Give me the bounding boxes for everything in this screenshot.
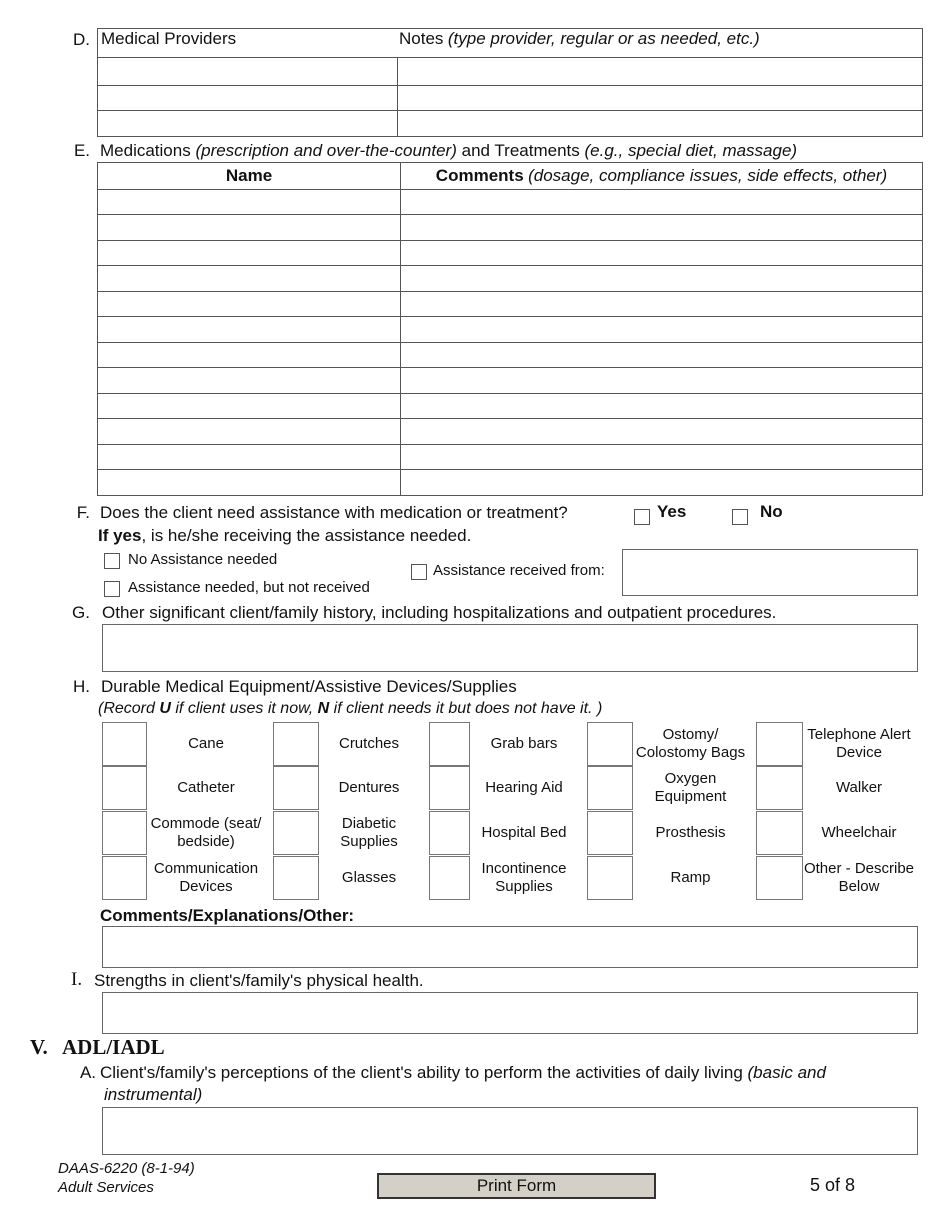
comments-header-hint: (dosage, compliance issues, side effects, other) <box>528 166 888 185</box>
medication-comments-cell[interactable] <box>401 190 923 215</box>
dentures-status-box[interactable] <box>273 766 319 810</box>
equipment-title: Durable Medical Equipment/Assistive Devices/Supplies <box>101 677 517 696</box>
walker-label: Walker <box>835 779 883 796</box>
medication-comments-cell[interactable] <box>401 368 923 394</box>
yes-label: Yes <box>657 502 687 521</box>
medication-comments-cell[interactable] <box>401 317 923 343</box>
glasses-status-box[interactable] <box>273 856 319 900</box>
assistance-received-from-input[interactable] <box>622 549 918 596</box>
incontinence-supplies-status-box[interactable] <box>429 856 470 900</box>
section-v-a-letter: A. <box>79 1063 96 1082</box>
commode-seat-bedside-status-box[interactable] <box>102 811 147 855</box>
form-id: DAAS-6220 (8-1-94) <box>58 1160 195 1177</box>
ostomy-colostomy-bags-status-box[interactable] <box>587 722 633 766</box>
medication-name-cell[interactable] <box>98 317 401 343</box>
grab-bars-label: Grab bars <box>490 735 558 752</box>
telephone-alert-device-label: Telephone Alert Device <box>807 726 911 761</box>
ramp-status-box[interactable] <box>587 856 633 900</box>
section-e-letter: E. <box>73 141 90 160</box>
page-number: 5 of 8 <box>810 1175 856 1195</box>
adl-perceptions-label-cont: instrumental) <box>104 1085 203 1104</box>
medication-name-cell[interactable] <box>98 368 401 394</box>
medication-name-cell[interactable] <box>98 292 401 317</box>
medication-name-cell[interactable] <box>98 215 401 241</box>
assistance-received-label: Assistance received from: <box>433 562 605 579</box>
section-f-letter: F. <box>76 503 90 522</box>
medication-assistance-question: Does the client need assistance with medication or treatment? <box>100 503 568 522</box>
no-assistance-label: No Assistance needed <box>128 551 278 568</box>
medical-providers-header: Medical Providers <box>101 29 237 48</box>
provider-notes-cell[interactable] <box>397 111 923 137</box>
medication-name-cell[interactable] <box>98 394 401 419</box>
section-v-numeral: V. <box>30 1035 48 1059</box>
medication-name-cell[interactable] <box>98 266 401 292</box>
equipment-comments-input[interactable] <box>102 926 918 968</box>
communication-devices-label: Communication Devices <box>153 860 259 895</box>
medication-name-cell[interactable] <box>98 470 401 496</box>
catheter-label: Catheter <box>177 779 235 796</box>
ostomy-colostomy-bags-label: Ostomy/ Colostomy Bags <box>635 726 746 761</box>
print-form-button[interactable]: Print Form <box>377 1173 656 1199</box>
catheter-status-box[interactable] <box>102 766 147 810</box>
medication-name-cell[interactable] <box>98 445 401 470</box>
hospital-bed-label: Hospital Bed <box>481 824 567 841</box>
prosthesis-status-box[interactable] <box>587 811 633 855</box>
glasses-label: Glasses <box>341 869 397 886</box>
provider-cell[interactable] <box>98 86 398 111</box>
diabetic-supplies-label: Diabetic Supplies <box>340 815 398 850</box>
medication-comments-cell[interactable] <box>401 445 923 470</box>
medication-comments-cell[interactable] <box>401 419 923 445</box>
section-v-title: ADL/IADL <box>62 1035 165 1059</box>
name-header: Name <box>225 166 273 185</box>
no-assistance-checkbox[interactable] <box>104 553 120 569</box>
medication-name-cell[interactable] <box>98 241 401 266</box>
hearing-aid-label: Hearing Aid <box>485 779 563 796</box>
section-d-letter: D. <box>73 30 90 49</box>
cane-label: Cane <box>188 735 224 752</box>
medication-comments-cell[interactable] <box>401 394 923 419</box>
wheelchair-label: Wheelchair <box>821 824 897 841</box>
medication-name-cell[interactable] <box>98 419 401 445</box>
diabetic-supplies-status-box[interactable] <box>273 811 319 855</box>
provider-notes-cell[interactable] <box>397 86 923 111</box>
if-yes-text: If yes, is he/she receiving the assistance needed. <box>98 526 472 545</box>
section-g-letter: G. <box>72 603 90 622</box>
cane-status-box[interactable] <box>102 722 147 766</box>
medication-comments-cell[interactable] <box>401 343 923 368</box>
department-label: Adult Services <box>58 1179 154 1196</box>
medications-title: Medications (prescription and over-the-counter) and Treatments (e.g., special diet, massage) <box>100 141 798 160</box>
walker-status-box[interactable] <box>756 766 803 810</box>
strengths-input[interactable] <box>102 992 918 1034</box>
equipment-comments-label: Comments/Explanations/Other: <box>100 906 355 925</box>
wheelchair-status-box[interactable] <box>756 811 803 855</box>
not-received-label: Assistance needed, but not received <box>128 579 370 596</box>
assistance-received-checkbox[interactable] <box>411 564 427 580</box>
oxygen-equipment-status-box[interactable] <box>587 766 633 810</box>
communication-devices-status-box[interactable] <box>102 856 147 900</box>
prosthesis-label: Prosthesis <box>655 824 726 841</box>
medical-providers-table <box>97 28 923 137</box>
ramp-label: Ramp <box>670 869 711 886</box>
dentures-label: Dentures <box>338 779 400 796</box>
incontinence-supplies-label: Incontinence Supplies <box>481 860 567 895</box>
medication-comments-cell[interactable] <box>401 241 923 266</box>
crutches-status-box[interactable] <box>273 722 319 766</box>
provider-cell[interactable] <box>98 111 398 137</box>
telephone-alert-device-status-box[interactable] <box>756 722 803 766</box>
comments-header: Comments <box>435 166 524 185</box>
history-input[interactable] <box>102 624 918 672</box>
crutches-label: Crutches <box>338 735 400 752</box>
no-checkbox[interactable] <box>732 509 748 525</box>
medications-table <box>97 162 923 496</box>
medication-comments-cell[interactable] <box>401 215 923 241</box>
oxygen-equipment-label: Oxygen Equipment <box>654 770 727 805</box>
no-label: No <box>760 502 783 521</box>
grab-bars-status-box[interactable] <box>429 722 470 766</box>
hospital-bed-status-box[interactable] <box>429 811 470 855</box>
medication-name-cell[interactable] <box>98 343 401 368</box>
adl-perceptions-label: Client's/family's perceptions of the client's ability to perform the activities of daily living (basic and <box>100 1063 826 1082</box>
section-h-letter: H. <box>73 677 90 696</box>
notes-header-hint: (type provider, regular or as needed, etc.) <box>447 29 760 48</box>
provider-cell[interactable] <box>98 58 398 86</box>
section-i-letter: I. <box>71 969 83 990</box>
strengths-label: Strengths in client's/family's physical health. <box>94 971 424 990</box>
provider-notes-cell[interactable] <box>397 58 923 86</box>
other-describe-below-label: Other - Describe Below <box>803 860 915 895</box>
medication-name-cell[interactable] <box>98 190 401 215</box>
not-received-checkbox[interactable] <box>104 581 120 597</box>
history-label: Other significant client/family history, including hospitalizations and outpatient procedures. <box>102 603 777 622</box>
medication-comments-cell[interactable] <box>401 266 923 292</box>
equipment-instructions: (Record U if client uses it now, N if client needs it but does not have it. ) <box>98 700 603 717</box>
yes-checkbox[interactable] <box>634 509 650 525</box>
adl-perceptions-input[interactable] <box>102 1107 918 1155</box>
other-describe-below-status-box[interactable] <box>756 856 803 900</box>
hearing-aid-status-box[interactable] <box>429 766 470 810</box>
medication-comments-cell[interactable] <box>401 292 923 317</box>
notes-header: Notes <box>399 29 444 48</box>
medication-comments-cell[interactable] <box>401 470 923 496</box>
commode-seat-bedside-label: Commode (seat/ bedside) <box>150 815 262 850</box>
